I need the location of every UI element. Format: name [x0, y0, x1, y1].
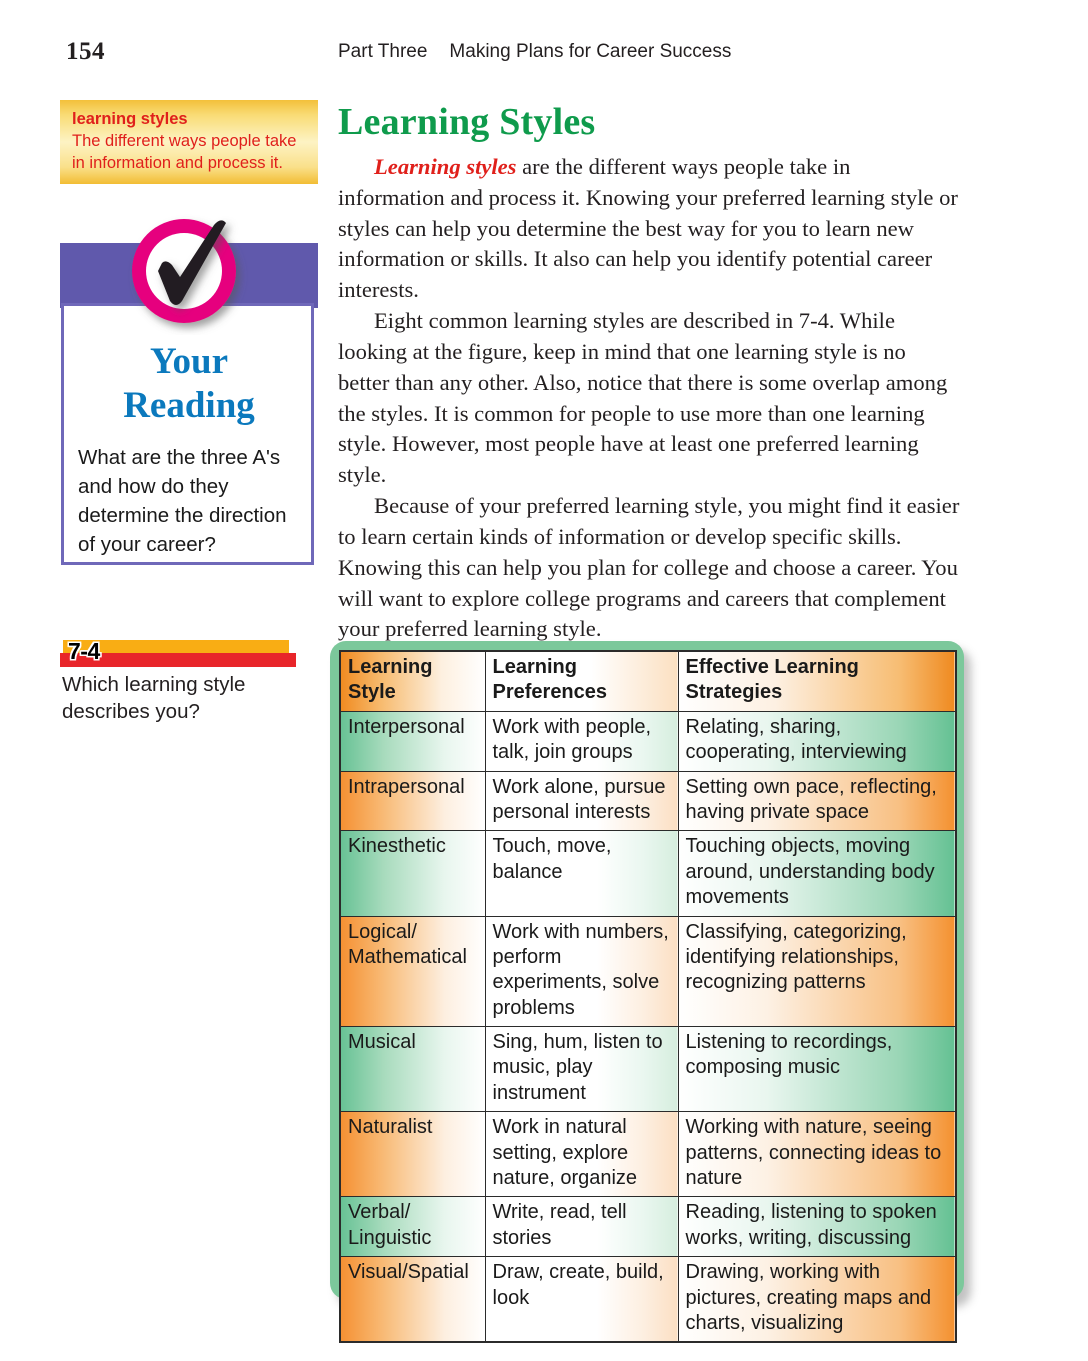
article-paragraph-3: Because of your preferred learning style, you might find it easier to learn certain kinds of information or develop specific skills. Knowing this can help you plan for college and choose a career. You will want to explore college programs and careers that complement your preferred learning style.	[338, 493, 960, 642]
page-title: Learning Styles	[338, 101, 596, 143]
cell-preferences: Touch, move, balance	[485, 831, 678, 916]
article-body	[338, 100, 962, 645]
cell-strategies: Classifying, categorizing, identifying relationships, recognizing patterns	[678, 916, 956, 1027]
article-paragraph-1-text: are the different ways people take in information and process it. Knowing your preferred learning style or styles can help you determine the best way for you to learn new information or skills. It also can help you identify potential career interests.	[338, 154, 958, 303]
cell-preferences: Work with numbers, perform experiments, solve problems	[485, 916, 678, 1027]
cell-style: Verbal/ Linguistic	[340, 1197, 485, 1257]
cell-style: Kinesthetic	[340, 831, 485, 916]
page-number: 154	[66, 38, 105, 65]
learning-styles-frame	[330, 641, 964, 1334]
cell-strategies: Touching objects, moving around, understanding body movements	[678, 831, 956, 916]
your-reading-title-line1: Your	[149, 341, 229, 382]
figure-number: 7-4	[68, 638, 100, 664]
article-lead-term: Learning styles	[374, 154, 517, 179]
cell-preferences: Work alone, pursue personal interests	[485, 771, 678, 831]
table-header-row	[340, 651, 956, 711]
column-header-learning-preferences: Learning Preferences	[485, 651, 678, 711]
your-reading-title	[60, 340, 318, 427]
figure-caption-text: Which learning style describes you?	[62, 673, 246, 724]
table-row	[340, 1112, 956, 1197]
cell-preferences: Work with people, talk, join groups	[485, 711, 678, 771]
table-row	[340, 771, 956, 831]
column-header-effective-learning-strategies: Effective Learning Strategies	[678, 651, 956, 711]
learning-styles-figure	[330, 641, 964, 1334]
checkmark-icon	[122, 205, 252, 335]
table-body	[340, 711, 956, 1342]
cell-style: Naturalist	[340, 1112, 485, 1197]
cell-preferences: Write, read, tell stories	[485, 1197, 678, 1257]
cell-preferences: Draw, create, build, look	[485, 1257, 678, 1343]
cell-style: Logical/ Mathematical	[340, 916, 485, 1027]
table-row	[340, 1197, 956, 1257]
column-header-learning-style: Learning Style	[340, 651, 485, 711]
article-paragraph-1	[338, 152, 962, 306]
cell-style: Interpersonal	[340, 711, 485, 771]
cell-preferences: Work in natural setting, explore nature, organize	[485, 1112, 678, 1197]
running-head-part: Part Three	[338, 41, 428, 62]
cell-style: Intrapersonal	[340, 771, 485, 831]
running-head	[338, 41, 731, 63]
your-reading-box	[60, 205, 318, 570]
table-row	[340, 916, 956, 1027]
glossary-term: learning styles	[72, 110, 188, 128]
cell-strategies: Relating, sharing, cooperating, interviewing	[678, 711, 956, 771]
your-reading-title-line2: Reading	[123, 384, 255, 426]
table-row	[340, 831, 956, 916]
table-row	[340, 711, 956, 771]
cell-style: Musical	[340, 1027, 485, 1112]
cell-strategies: Working with nature, seeing patterns, connecting ideas to nature	[678, 1112, 956, 1197]
page-header	[0, 38, 1088, 78]
cell-strategies: Drawing, working with pictures, creating maps and charts, visualizing	[678, 1257, 956, 1343]
cell-strategies: Listening to recordings, composing music	[678, 1027, 956, 1112]
table-row	[340, 1257, 956, 1343]
learning-styles-table	[339, 650, 957, 1343]
cell-preferences: Sing, hum, listen to music, play instrument	[485, 1027, 678, 1112]
table-row	[340, 1027, 956, 1112]
cell-strategies: Setting own pace, reflecting, having private space	[678, 771, 956, 831]
article-paragraph-2: Eight common learning styles are described in 7-4. While looking at the figure, keep in mind that one learning style is no better than any other. Also, notice that there is some overlap among the styles. It is common for people to use more than one learning style. However, most people have at least one preferred learning style.	[338, 308, 948, 488]
glossary-box	[60, 100, 318, 184]
running-head-title: Making Plans for Career Success	[449, 41, 732, 62]
cell-strategies: Reading, listening to spoken works, writing, discussing	[678, 1197, 956, 1257]
glossary-definition: The different ways people take in information and process it.	[72, 132, 297, 172]
your-reading-question: What are the three A's and how do they determine the direction of your career?	[78, 446, 287, 557]
cell-style: Visual/Spatial	[340, 1257, 485, 1343]
